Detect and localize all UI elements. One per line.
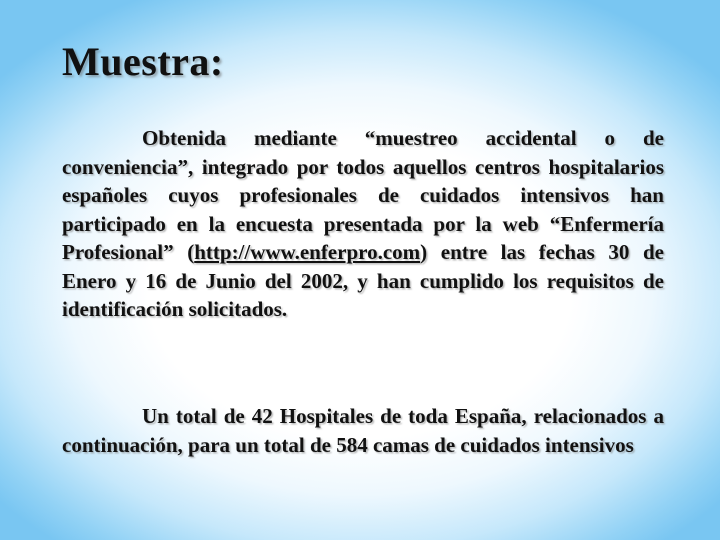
enferpro-link[interactable]: http://www.enferpro.com	[194, 240, 421, 264]
paragraph-hospital-total: Un total de 42 Hospitales de toda España, relacionados a continuación, para un total de 584 camas de cuidados intensivos	[62, 404, 664, 457]
paragraph-text-before-link: Obtenida mediante “muestreo accidental o de conveniencia”, integrado por todos aquellos centros hospitalarios españoles cuyos profesionales de cuidados intensivos han participado en la encuesta presentada por la web “Enfermería Profesional” (	[62, 126, 664, 264]
paragraph-text-after-link: ) entre las fechas 30 de Enero y 16 de Junio del 2002, y han cumplido los requisitos de identificación solicitados.	[62, 240, 664, 321]
paragraph-sample-description	[62, 124, 664, 324]
slide-title: Muestra:	[62, 39, 224, 84]
